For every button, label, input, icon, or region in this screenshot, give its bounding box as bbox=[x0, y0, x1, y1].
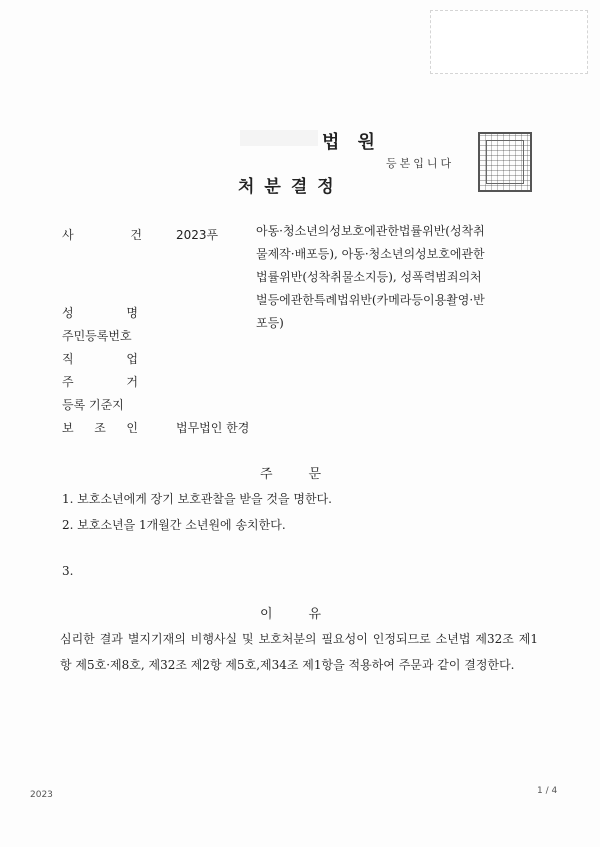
registered-base-label: 등록 기준지 bbox=[62, 398, 124, 412]
court-name-redacted bbox=[240, 130, 318, 146]
reason-text: 심리한 결과 별지기재의 비행사실 및 보호처분의 필요성이 인정되므로 소년법 제32조 제1항 제5호·제8호, 제32조 제2항 제5호,제34조 제1항을 적용하여 주문과 같이 결정한다. bbox=[60, 632, 538, 672]
order-item: 3. bbox=[62, 564, 74, 578]
document-title: 처분결정 bbox=[238, 177, 344, 197]
name-label-char: 명 bbox=[126, 306, 138, 320]
occupation-label-char: 직 bbox=[62, 352, 74, 366]
case-number: 2023푸 bbox=[176, 228, 219, 242]
footer-year: 2023 bbox=[30, 790, 53, 800]
residence-label-char: 주 bbox=[62, 375, 74, 389]
case-description: 아동·청소년의성보호에관한법률위반(성착취물제작·배포등), 아동·청소년의성보호에관한법률위반(성착취물소지등), 성폭력범죄의처벌등에관한특례법위반(카메라등이용촬영·반포등) bbox=[256, 224, 485, 330]
assistant-label bbox=[62, 419, 138, 436]
seal-inner-border bbox=[486, 140, 524, 184]
order-heading: 주문 bbox=[260, 467, 358, 482]
name-label-char: 성 bbox=[62, 306, 74, 320]
assistant-label-char: 조 bbox=[94, 421, 106, 435]
occupation-label-char: 업 bbox=[126, 352, 138, 366]
order-item: 1. 보호소년에게 장기 보호관찰을 받을 것을 명한다. bbox=[62, 492, 332, 506]
occupation-label bbox=[62, 350, 138, 367]
assistant-value: 법무법인 한경 bbox=[176, 421, 250, 435]
name-label bbox=[62, 304, 138, 321]
certified-copy-note: 등본입니다 bbox=[386, 157, 455, 170]
residence-label bbox=[62, 373, 138, 390]
assistant-label-char: 보 bbox=[62, 421, 74, 435]
residence-label-char: 거 bbox=[126, 375, 138, 389]
assistant-label-char: 인 bbox=[126, 421, 138, 435]
page-number: 1 / 4 bbox=[537, 786, 558, 796]
order-item: 2. 보호소년을 1개월간 소년원에 송치한다. bbox=[62, 518, 286, 532]
case-label-char: 사 bbox=[62, 228, 74, 242]
reason-heading: 이유 bbox=[260, 607, 358, 622]
resident-number-label: 주민등록번호 bbox=[62, 329, 132, 343]
court-name: 법 원 bbox=[322, 132, 382, 153]
case-label-char: 건 bbox=[130, 228, 142, 242]
redaction-box bbox=[430, 10, 588, 74]
case-label bbox=[62, 226, 142, 243]
court-seal-stamp bbox=[478, 132, 532, 192]
